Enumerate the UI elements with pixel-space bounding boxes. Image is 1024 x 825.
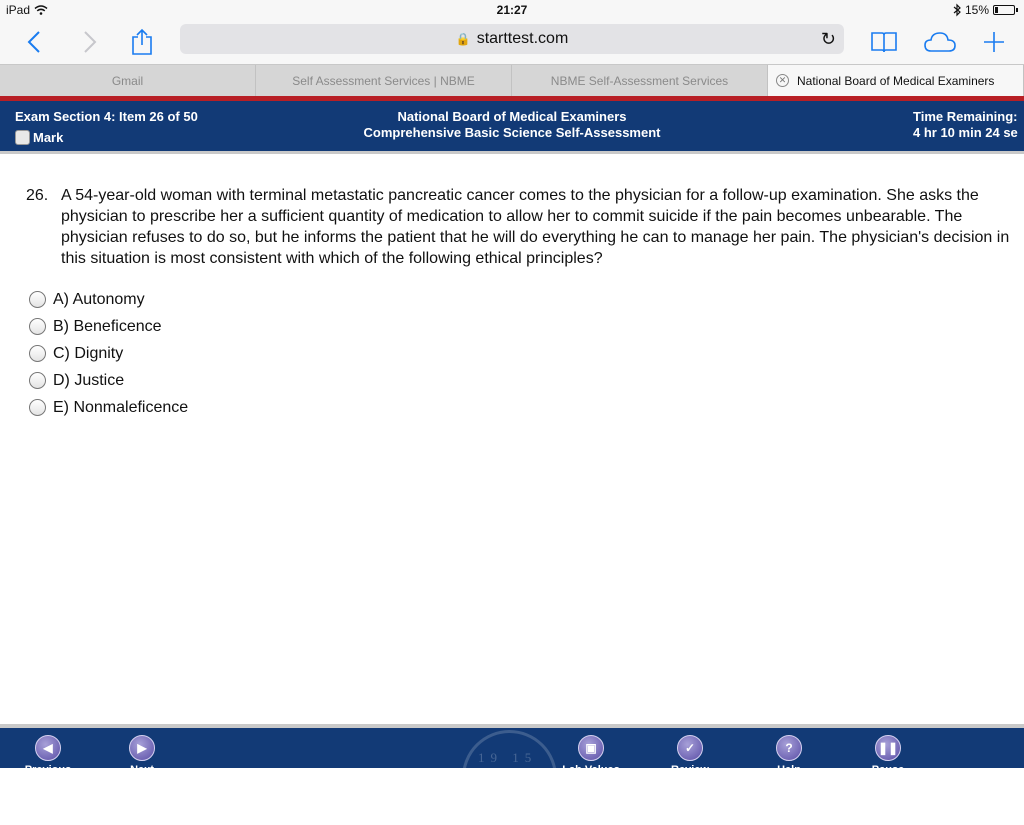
new-tab-button[interactable] [976,24,1012,60]
choice-d[interactable] [29,367,188,394]
radio-button[interactable] [29,345,46,362]
question-text: A 54-year-old woman with terminal metastatic pancreatic cancer comes to the physician for a follow-up examination. She asks the physician to prescribe her a sufficient quantity of medication to allow her to commit suicide if the pain becomes unbearable. The physician refuses to do so, but he informs the patient that he will do everything he can to manage her pain. The physician's decision in this situation is most consistent with which of the following ethical principles? [61,187,1010,267]
exam-footer [0,724,1024,776]
nav-label: Pause [871,764,905,776]
choice-label: D) Justice [53,371,125,389]
device-name: iPad [6,3,31,17]
previous-icon: ◀ [35,735,61,761]
radio-button[interactable] [29,291,46,308]
exam-title: Comprehensive Basic Science Self-Assessment [363,125,661,140]
help-icon: ? [776,735,802,761]
bluetooth-icon [953,4,961,16]
radio-button[interactable] [29,372,46,389]
time-remaining-label: Time Remaining: [913,109,1018,124]
question-number: 26. [26,187,49,204]
lab-values-icon: ▣ [578,735,604,761]
choice-e[interactable] [29,394,188,421]
review-button[interactable] [660,735,720,776]
address-bar[interactable] [180,24,844,54]
nav-label: Next [130,764,154,776]
time-remaining-value: 4 hr 10 min 24 se [913,125,1018,140]
tab-bar [0,64,1024,96]
lab-values-button[interactable] [561,735,621,776]
url-text: starttest.com [476,30,569,47]
exam-header [0,96,1024,154]
share-button[interactable] [124,24,160,60]
radio-button[interactable] [29,399,46,416]
tab-national-board[interactable] [768,65,1024,96]
nbme-seal-watermark [462,730,557,825]
answer-choices [29,286,188,421]
choice-label: B) Beneficence [53,317,162,335]
seal-year: 19 15 [478,750,538,765]
back-button[interactable] [16,24,52,60]
browser-toolbar [0,20,1024,64]
review-icon: ✓ [677,735,703,761]
pause-button[interactable] [858,735,918,776]
book-icon [870,30,898,54]
tab-gmail[interactable] [0,65,256,96]
nav-label: Previous [24,764,72,776]
close-tab-icon[interactable]: ✕ [776,74,789,87]
reload-icon[interactable]: ↻ [820,29,836,49]
choice-label: E) Nonmaleficence [53,398,189,416]
nav-label: Lab Values [562,764,620,776]
choice-label: A) Autonomy [53,290,145,308]
help-button[interactable] [759,735,819,776]
choice-c[interactable] [29,340,188,367]
status-time: 21:27 [496,3,528,17]
chevron-left-icon [27,30,41,54]
choice-a[interactable] [29,286,188,313]
mark-label: Mark [33,130,64,145]
forward-button[interactable] [72,24,108,60]
battery-percent: 15% [964,3,989,17]
question-stem [26,185,1016,269]
next-icon: ▶ [129,735,155,761]
plus-icon [982,30,1006,54]
tab-label: Gmail [111,73,144,88]
choice-b[interactable] [29,313,188,340]
icloud-tabs-button[interactable] [922,24,958,60]
lock-icon: 🔒 [455,32,471,46]
battery-nub [1016,8,1018,12]
tab-label: National Board of Medical Examiners [797,73,995,88]
next-button[interactable] [112,735,172,776]
status-bar [0,0,1024,20]
radio-button[interactable] [29,318,46,335]
chevron-right-icon [83,30,97,54]
cloud-icon [923,31,957,53]
nav-label: Review [671,764,709,776]
choice-label: C) Dignity [53,344,124,362]
tab-self-assessment-services[interactable] [256,65,512,96]
battery-icon [993,5,1015,15]
pause-icon: ❚❚ [875,735,901,761]
tab-label: Self Assessment Services | NBME [292,73,475,88]
previous-button[interactable] [18,735,78,776]
exam-section-label: Exam Section 4: Item 26 of 50 [15,109,198,124]
org-name: National Board of Medical Examiners [397,109,627,124]
tab-label: NBME Self-Assessment Services [550,73,729,88]
tab-nbme-self-assessment[interactable] [512,65,768,96]
bookmarks-button[interactable] [866,24,902,60]
nav-label: Help [777,764,801,776]
share-icon [131,28,153,56]
